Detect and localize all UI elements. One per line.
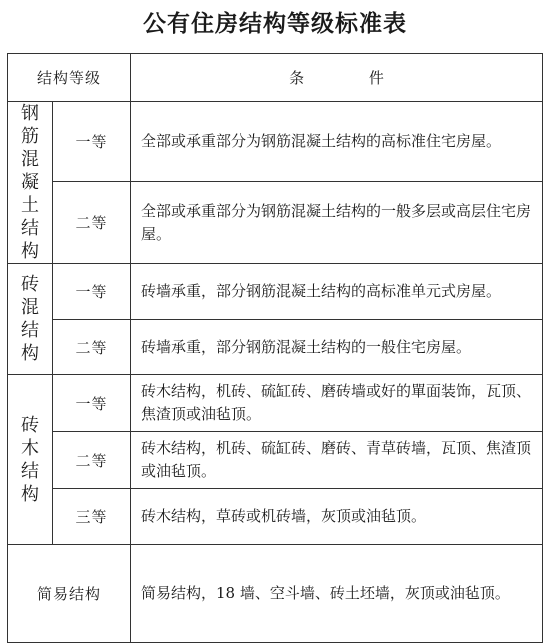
table-row [8, 320, 543, 375]
header-conditions [131, 54, 543, 102]
group-char: 构 [21, 343, 39, 364]
group-char: 钢 [21, 103, 39, 124]
level-cell: 一等 [53, 264, 131, 320]
table-row [8, 545, 543, 643]
group-char: 构 [21, 241, 39, 262]
table-row [8, 264, 543, 320]
table-row [8, 102, 543, 182]
condition-cell: 砖木结构，机砖、硫缸砖、磨砖、青草砖墙，瓦顶、焦渣顶或油毡顶。 [131, 432, 543, 489]
group-char: 混 [21, 149, 39, 170]
level-cell: 二等 [53, 432, 131, 489]
header-structure-grade-label: 结构等级 [37, 69, 102, 87]
header-conditions-label: 条 件 [289, 69, 414, 87]
condition-cell: 砖墙承重，部分钢筋混凝土结构的高标准单元式房屋。 [131, 264, 543, 320]
condition-cell: 全部或承重部分为钢筋混凝土结构的一般多层或高层住宅房屋。 [131, 182, 543, 264]
condition-cell: 全部或承重部分为钢筋混凝土结构的高标准住宅房屋。 [131, 102, 543, 182]
level-cell: 一等 [53, 102, 131, 182]
group-simple-structure: 简易结构 [8, 545, 131, 643]
structure-grade-table [7, 53, 543, 643]
header-structure-grade [8, 54, 131, 102]
condition-cell: 砖木结构，草砖或机砖墙，灰顶或油毡顶。 [131, 489, 543, 545]
group-char: 土 [21, 195, 39, 216]
group-char: 凝 [21, 172, 39, 193]
table-header-row [8, 54, 543, 102]
table-row [8, 375, 543, 432]
table-row [8, 489, 543, 545]
group-char: 木 [21, 437, 39, 459]
condition-cell: 砖墙承重，部分钢筋混凝土结构的一般住宅房屋。 [131, 320, 543, 375]
group-reinforced-concrete [8, 102, 53, 264]
group-char: 结 [21, 460, 39, 482]
group-brick-wood [8, 375, 53, 545]
condition-cell: 砖木结构，机砖、硫缸砖、磨砖墙或好的單面装饰，瓦顶、焦渣顶或油毡顶。 [131, 375, 543, 432]
group-char: 混 [21, 297, 39, 318]
table-row [8, 182, 543, 264]
level-cell: 一等 [53, 375, 131, 432]
group-char: 结 [21, 218, 39, 239]
level-cell: 三等 [53, 489, 131, 545]
group-char: 砖 [21, 414, 39, 436]
table-row [8, 432, 543, 489]
group-char: 砖 [21, 274, 39, 295]
level-cell: 二等 [53, 182, 131, 264]
group-brick-concrete [8, 264, 53, 375]
level-cell: 二等 [53, 320, 131, 375]
document-title: 公有住房结构等级标准表 [143, 10, 407, 37]
condition-cell: 简易结构，18 墙、空斗墙、砖土坯墙，灰顶或油毡顶。 [131, 545, 543, 643]
group-char: 筋 [21, 126, 39, 147]
group-char: 结 [21, 320, 39, 341]
group-char: 构 [21, 483, 39, 505]
